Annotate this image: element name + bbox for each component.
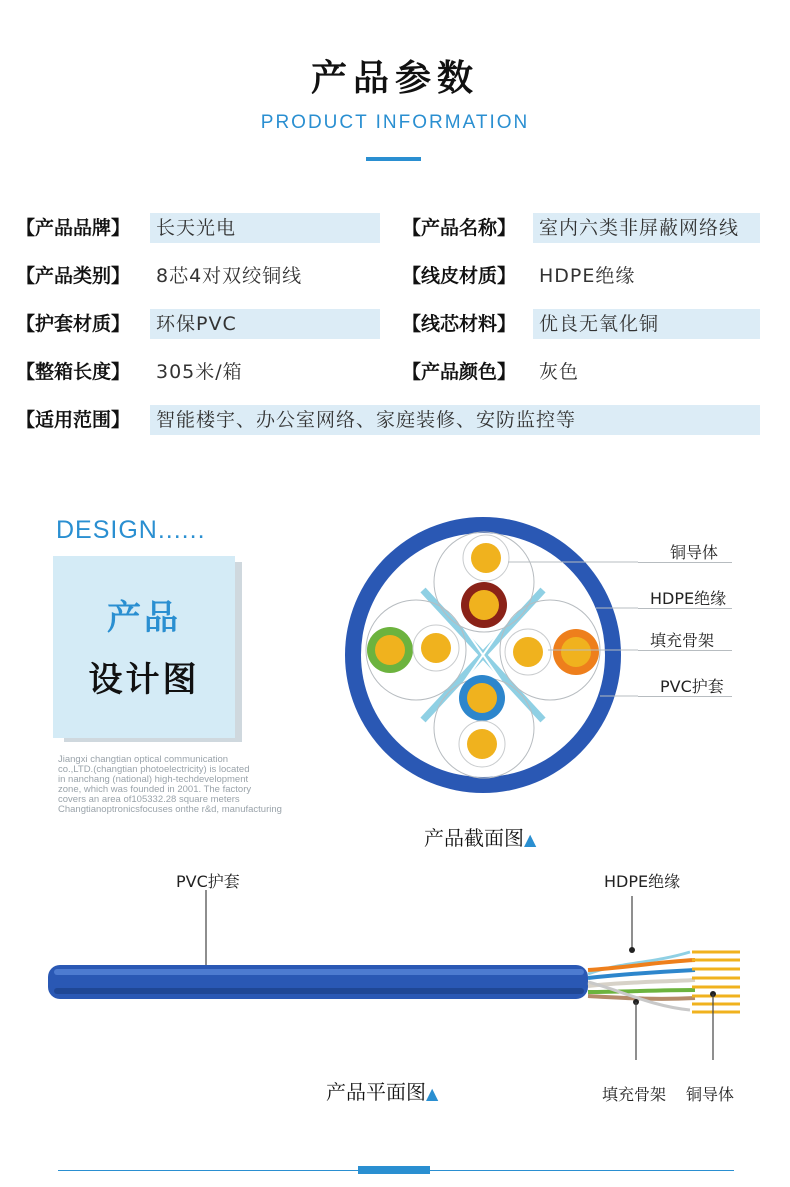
copper-conductor <box>561 637 591 667</box>
copper-conductor <box>421 633 451 663</box>
callout-copper: 铜导体 <box>670 543 719 562</box>
plan-callout-pvc: PVC护套 <box>176 872 240 891</box>
footer-accent-bar <box>358 1166 430 1174</box>
spec-insulation-label: 【线皮材质】 <box>402 265 517 287</box>
spec-name-value: 室内六类非屏蔽网络线 <box>533 213 760 243</box>
spec-usage-value: 智能楼宇、办公室网络、家庭装修、安防监控等 <box>150 405 760 435</box>
title-underline <box>366 157 421 161</box>
company-line: in nanchang (national) high-techdevelopment <box>58 774 249 785</box>
design-card-line2: 设计图 <box>88 660 200 700</box>
plan-callout-filler: 填充骨架 <box>602 1085 667 1104</box>
spec-core-value: 优良无氧化铜 <box>533 309 760 339</box>
company-line: zone, which was founded in 2001. The factory <box>58 784 252 795</box>
spec-category-label: 【产品类别】 <box>16 265 131 287</box>
plan-view-caption: 产品平面图▲ <box>326 1080 439 1104</box>
company-line: co.,LTD.(changtian photoelectricity) is located <box>58 764 250 775</box>
spec-core-label: 【线芯材料】 <box>402 313 517 335</box>
callout-pvc: PVC护套 <box>660 677 724 696</box>
triangle-icon: ▲ <box>426 1084 439 1103</box>
design-card-line1: 产品 <box>107 598 181 638</box>
spec-jacket-label: 【护套材质】 <box>16 313 131 335</box>
copper-conductor <box>467 683 497 713</box>
spec-brand-label: 【产品品牌】 <box>16 217 131 239</box>
spec-jacket-value: 环保PVC <box>150 309 380 339</box>
design-heading: DESIGN...... <box>56 516 206 544</box>
company-line: covers an area of105332.28 square meters <box>58 794 240 805</box>
spec-length-label: 【整箱长度】 <box>16 361 131 383</box>
cross-section-diagram <box>338 510 638 800</box>
spec-brand-value: 长天光电 <box>150 213 380 243</box>
copper-conductor <box>467 729 497 759</box>
copper-conductor <box>375 635 405 665</box>
copper-conductor <box>471 543 501 573</box>
company-description <box>58 755 328 815</box>
copper-conductor <box>513 637 543 667</box>
triangle-icon: ▲ <box>524 830 537 849</box>
callout-filler: 填充骨架 <box>650 631 715 650</box>
spec-category-value: 8芯4对双绞铜线 <box>156 265 303 287</box>
cross-section-caption: 产品截面图▲ <box>424 826 537 850</box>
callout-hdpe: HDPE绝缘 <box>650 589 727 608</box>
design-card <box>53 556 235 738</box>
company-line: Changtianoptronicsfocuses onthe r&d, manufacturing <box>58 804 282 815</box>
spec-color-value: 灰色 <box>539 361 580 383</box>
plan-callout-hdpe: HDPE绝缘 <box>604 872 681 891</box>
page-subtitle: PRODUCT INFORMATION <box>260 112 530 133</box>
plan-callout-copper: 铜导体 <box>686 1085 735 1104</box>
spec-name-label: 【产品名称】 <box>402 217 517 239</box>
page-title: 产品参数 <box>310 58 479 99</box>
copper-conductor <box>469 590 499 620</box>
spec-color-label: 【产品颜色】 <box>402 361 517 383</box>
spec-usage-label: 【适用范围】 <box>16 409 131 431</box>
company-line: Jiangxi changtian optical communication <box>58 754 229 765</box>
spec-length-value: 305米/箱 <box>156 361 243 383</box>
spec-insulation-value: HDPE绝缘 <box>539 265 636 287</box>
plan-view-diagram <box>40 890 750 1060</box>
